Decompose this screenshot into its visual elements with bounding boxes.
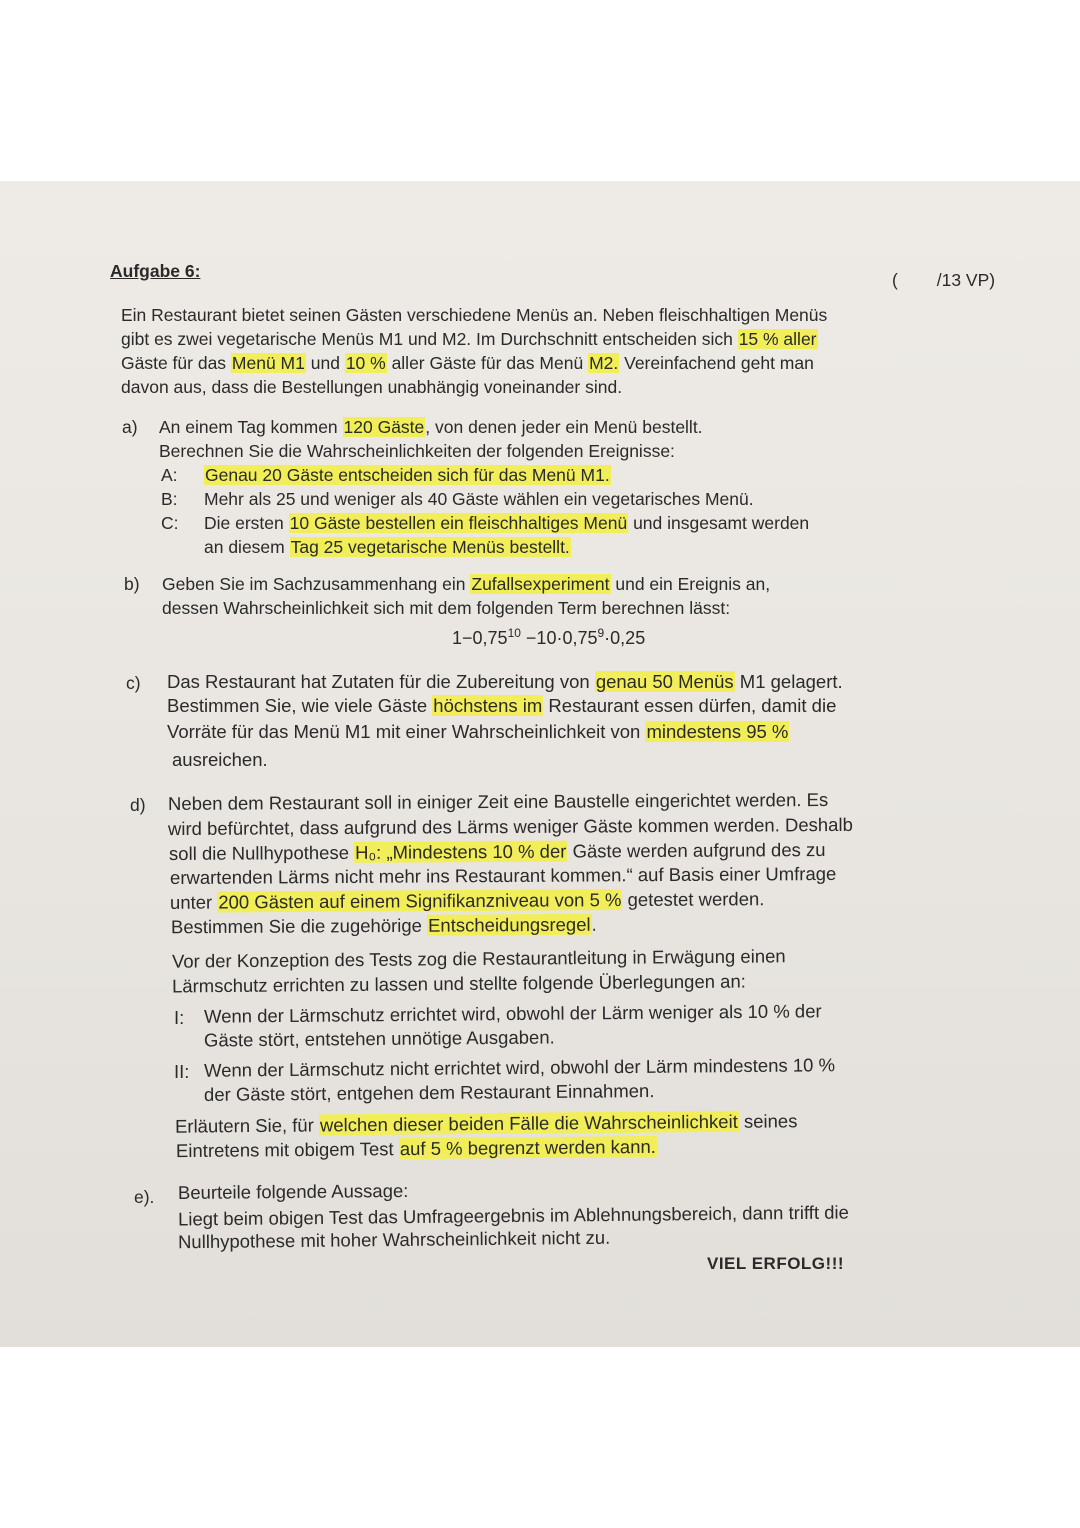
closing-text: VIEL ERFOLG!!! [707, 1254, 845, 1273]
case-i-line-2: Gäste stört, entstehen unnötige Ausgaben. [203, 1026, 555, 1051]
part-d-line-4: erwartenden Lärms nicht mehr ins Restaurant kommen.“ auf Basis einer Umfrage [169, 862, 837, 889]
part-d-line-5: unter 200 Gästen auf einem Signifikanzniveau von 5 % getestet werden. [169, 888, 765, 913]
highlight: genau 50 Menüs [595, 671, 734, 692]
highlight: Entscheidungsregel [427, 913, 591, 936]
part-c-label: c) [126, 673, 141, 693]
highlight: auf 5 % begrenzt werden kann. [399, 1135, 656, 1160]
highlight: höchstens im [433, 695, 543, 716]
part-b-line-2: dessen Wahrscheinlichkeit sich mit dem folgenden Term berechnen lässt: [162, 598, 731, 618]
case-i-line-1: Wenn der Lärmschutz errichtet wird, obwohl der Lärm weniger als 10 % der [203, 1000, 822, 1027]
part-d-line-8: Lärmschutz errichten zu lassen und stellte folgende Überlegungen an: [171, 970, 746, 997]
highlight: Zufallsexperiment [471, 574, 610, 594]
event-a-text [204, 463, 611, 487]
part-c-line-4: ausreichen. [172, 749, 268, 770]
part-e-line-2: Liegt beim obigen Test das Umfrageergebnis im Ablehnungsbereich, dann trifft die [177, 1201, 849, 1230]
part-e-line-3: Nullhypothese mit hoher Wahrscheinlichkeit nicht zu. [177, 1226, 611, 1253]
part-c-line-3: Vorräte für das Menü M1 mit einer Wahrscheinlichkeit von mindestens 95 % [167, 721, 789, 742]
highlight: Menü M1 [231, 353, 305, 373]
highlight: 10 % [345, 353, 386, 373]
intro-line-3: Gäste für das Menü M1 und 10 % aller Gäste für das Menü M2. Vereinfachend geht man [121, 353, 814, 373]
points-field: ( /13 VP) [892, 270, 996, 290]
highlight: M2. [589, 353, 619, 373]
case-ii-label: II: [174, 1061, 190, 1082]
part-e-label: e). [134, 1187, 155, 1207]
part-d-line-9: Erläutern Sie, für welchen dieser beiden Fälle die Wahrscheinlichkeit seines [174, 1110, 798, 1137]
event-c-line-1: Die ersten 10 Gäste bestellen ein fleischhaltiges Menü und insgesamt werden [204, 513, 810, 533]
part-d-line-2: wird befürchtet, dass aufgrund des Lärms weniger Gäste kommen werden. Deshalb [167, 813, 853, 840]
highlight: 120 Gäste [343, 417, 425, 437]
highlight: 10 Gäste bestellen ein fleischhaltiges Menü [289, 513, 628, 533]
part-d-line-1: Neben dem Restaurant soll in einiger Zeit eine Baustelle eingerichtet werden. Es [167, 788, 829, 815]
part-d-line-3: soll die Nullhypothese H₀: „Mindestens 10 % der Gäste werden aufgrund des zu [168, 838, 826, 865]
part-d-line-10: Eintretens mit obigem Test auf 5 % begrenzt werden kann. [175, 1135, 656, 1162]
intro-line-2: gibt es zwei vegetarische Menüs M1 und M2. Im Durchschnitt entscheiden sich 15 % aller [121, 329, 817, 349]
part-b-label: b) [124, 574, 140, 594]
part-d-line-7: Vor der Konzeption des Tests zog die Restaurantleitung in Erwägung einen [171, 945, 786, 972]
task-title: Aufgabe 6: [110, 261, 201, 281]
intro-line-4: davon aus, dass die Bestellungen unabhängig voneinander sind. [121, 377, 623, 397]
event-b-label: B: [161, 489, 178, 509]
highlight: 15 % aller [738, 329, 817, 349]
part-e-line-1: Beurteile folgende Aussage: [177, 1179, 409, 1204]
event-a-label: A: [161, 465, 178, 485]
highlight: Genau 20 Gäste entscheiden sich für das Menü M1. [205, 465, 610, 485]
event-c-line-2: an diesem Tag 25 vegetarische Menüs bestellt. [204, 537, 570, 557]
part-d-label: d) [130, 795, 146, 815]
part-a-label: a) [122, 417, 138, 437]
highlight: 200 Gästen auf einem Signifikanzniveau von 5 % [218, 889, 622, 913]
part-d-line-6: Bestimmen Sie die zugehörige Entscheidungsregel. [170, 913, 597, 938]
case-ii-line-2: der Gäste stört, entgehen dem Restaurant Einnahmen. [203, 1080, 655, 1105]
part-c-line-1: Das Restaurant hat Zutaten für die Zubereitung von genau 50 Menüs M1 gelagert. [167, 671, 843, 692]
highlight: mindestens 95 % [646, 721, 789, 742]
part-a-line-1: An einem Tag kommen 120 Gäste, von denen jeder ein Menü bestellt. [159, 417, 703, 437]
event-b-text: Mehr als 25 und weniger als 40 Gäste wählen ein vegetarisches Menü. [204, 489, 754, 509]
highlight: Tag 25 vegetarische Menüs bestellt. [290, 537, 570, 557]
part-a-line-2: Berechnen Sie die Wahrscheinlichkeiten der folgenden Ereignisse: [159, 441, 675, 461]
part-b-line-1: Geben Sie im Sachzusammenhang ein Zufallsexperiment und ein Ereignis an, [162, 574, 771, 594]
case-i-label: I: [174, 1007, 185, 1028]
intro-line-1: Ein Restaurant bietet seinen Gästen verschiedene Menüs an. Neben fleischhaltigen Menüs [121, 305, 828, 325]
highlight: H₀: „Mindestens 10 % der [355, 840, 567, 863]
highlight: welchen dieser beiden Fälle die Wahrscheinlichkeit [319, 1110, 738, 1136]
event-c-label: C: [161, 513, 179, 533]
probability-formula: $1-0,75^{10} -10\cdot 0,75^9\cdot 0,25$ [452, 626, 646, 648]
case-ii-line-1: Wenn der Lärmschutz nicht errichtet wird, obwohl der Lärm mindestens 10 % [203, 1054, 836, 1081]
part-c-line-2: Bestimmen Sie, wie viele Gäste höchstens im Restaurant essen dürfen, damit die [167, 695, 837, 716]
